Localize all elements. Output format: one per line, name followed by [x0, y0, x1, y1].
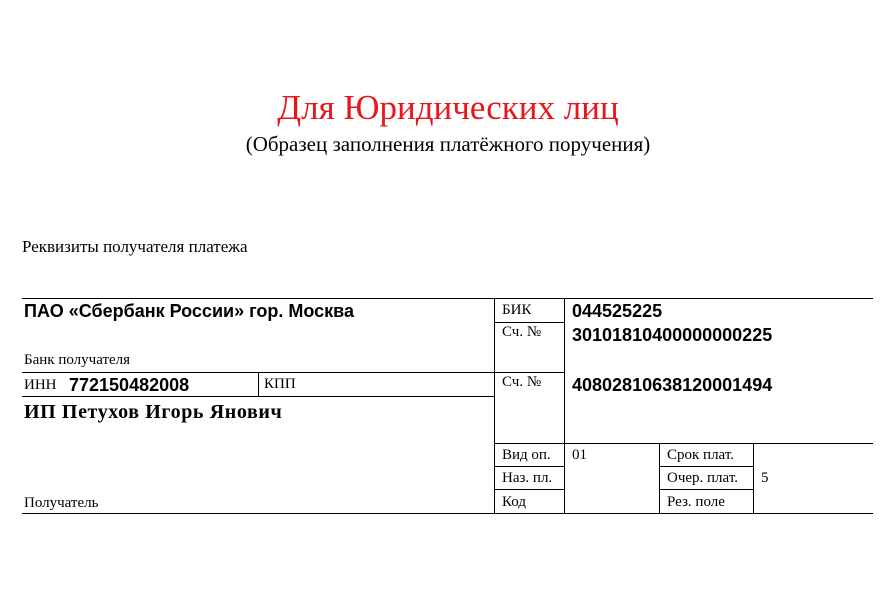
- label-column-divider: [564, 298, 565, 514]
- inn-kpp-divider: [258, 372, 259, 397]
- due-column-right-divider: [753, 443, 754, 514]
- corr-account-value: 30101810400000000225: [572, 325, 773, 345]
- purpose-label: Наз. пл.: [502, 470, 553, 486]
- purpose-divider-right: [659, 489, 753, 490]
- op-type-label: Вид оп.: [502, 447, 551, 463]
- page-subtitle: (Образец заполнения платёжного поручения): [245, 132, 651, 156]
- op-type-value: 01: [572, 447, 587, 463]
- page-title: Для Юридических лиц: [277, 88, 619, 127]
- op-type-divider-right: [659, 466, 753, 467]
- bank-label: Банк получателя: [24, 352, 131, 368]
- corr-account-label: Сч. №: [502, 324, 542, 340]
- recipient-name: ИП Петухов Игорь Янович: [24, 401, 283, 423]
- bik-label: БИК: [502, 302, 532, 318]
- bik-value: 044525225: [572, 301, 663, 321]
- account-value: 40802810638120001494: [572, 375, 773, 395]
- inn-value: 772150482008: [69, 375, 190, 395]
- order-label: Очер. плат.: [667, 470, 738, 486]
- op-type-divider-left: [494, 466, 564, 467]
- inn-label: ИНН: [24, 377, 57, 393]
- order-value: 5: [761, 470, 769, 486]
- due-label: Срок плат.: [667, 447, 735, 463]
- code-label: Код: [502, 494, 526, 510]
- purpose-divider-left: [494, 489, 564, 490]
- form-bottom-border: [22, 513, 873, 514]
- account-label: Сч. №: [502, 374, 542, 390]
- bank-bottom-border: [22, 372, 564, 373]
- reserve-label: Рез. поле: [667, 494, 725, 510]
- bank-name: ПАО «Сбербанк России» гор. Москва: [24, 301, 354, 321]
- payment-top-border: [494, 443, 873, 444]
- bik-divider: [494, 322, 564, 323]
- section-label: Реквизиты получателя платежа: [22, 237, 248, 256]
- form-top-border: [22, 298, 873, 299]
- due-column-left-divider: [659, 443, 660, 514]
- middle-divider: [494, 298, 495, 514]
- recipient-label: Получатель: [24, 495, 99, 511]
- kpp-label: КПП: [264, 376, 296, 392]
